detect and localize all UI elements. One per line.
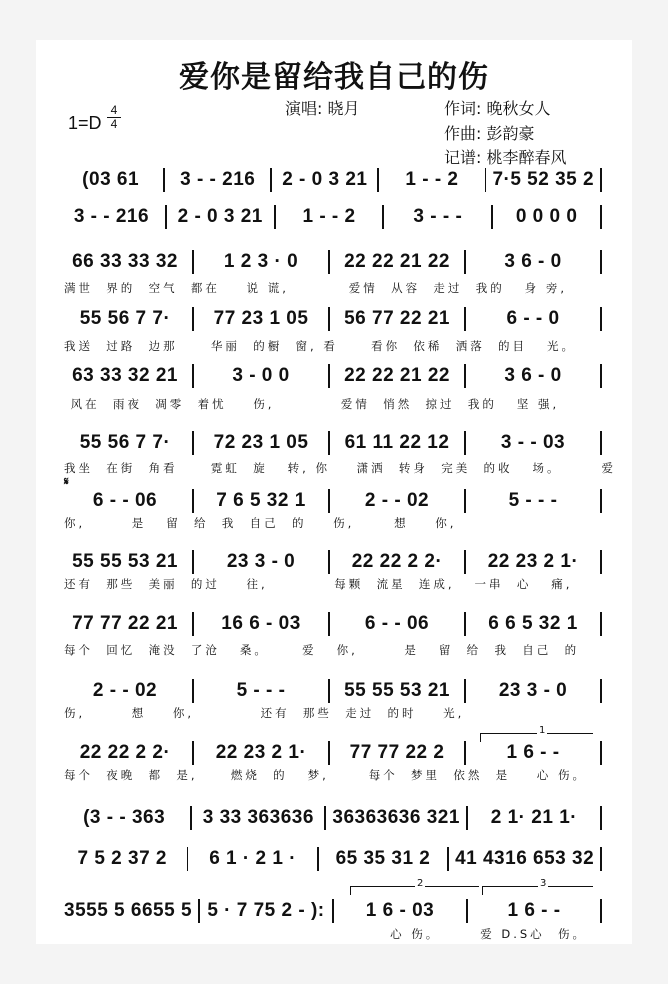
measure: 3 - - - [413,206,463,227]
measure: 23 3 - 0 [498,680,568,701]
measure: 1 - - 2 [405,169,459,190]
bar-line [600,550,602,574]
measure: 0 0 0 0 [515,206,578,227]
lyric-line: 风在 雨夜 凋零 着忧 伤, 爱情 悄然 掠过 我的 坚 强, [64,397,560,411]
bar-line [165,205,167,229]
measure: 23 3 - 0 [226,551,296,572]
bar-line [328,741,330,765]
segno-sign: 𝄋 [64,475,69,488]
notation-row [64,611,604,637]
bar-line [198,899,200,923]
lyric-line: 我送 过路 边那 华丽 的橱 窗, 看 看你 依稀 洒落 的目 光。 [64,339,577,353]
notation-row [64,488,604,514]
bar-line [163,168,165,192]
measure: 7 6 5 32 1 [216,490,306,511]
notation-row [64,306,604,332]
notation-row [64,846,604,872]
notation-row [64,249,604,275]
measure: 41 4316 653 32 [455,848,595,869]
notation-row [64,204,604,230]
measure: 77 23 1 05 [213,308,309,329]
measure: 1 6 - 03 [365,900,435,921]
measure: 16 6 - 03 [221,613,301,634]
time-signature [107,104,121,131]
bar-line [328,431,330,455]
bar-line [192,364,194,388]
bar-line [464,250,466,274]
bar-line [187,847,189,871]
volta-number: 3 [540,878,547,889]
bar-line [600,307,602,331]
bar-line [192,741,194,765]
lyric-line: 满世 界的 空气 都在 说 谎, 爱情 从容 走过 我的 身 旁, [64,281,567,295]
bar-line [466,899,468,923]
measure: 2 - 0 3 21 [282,169,368,190]
notation-row [64,898,604,924]
bar-line [464,489,466,513]
measure: 55 55 53 21 [344,680,450,701]
bar-line [464,550,466,574]
measure: 22 22 2 2· [351,551,443,572]
volta-bracket [482,878,593,895]
bar-line [600,679,602,703]
measure: 22 22 21 22 [344,251,450,272]
bar-line [324,806,326,830]
bar-line [464,431,466,455]
volta-bracket [350,878,479,895]
measure: (3 - - 363 [83,807,166,828]
measure: (03 61 [82,169,140,190]
measure: 61 11 22 12 [344,432,450,453]
measure: 6 1 · 2 1 · [209,848,297,869]
measure: 3 - 0 0 [232,365,290,386]
measure: 3 - - 216 [180,169,256,190]
bar-line [192,307,194,331]
measure: 6 - - 06 [92,490,158,511]
measure: 72 23 1 05 [213,432,309,453]
time-signature-top: 4 [110,103,118,117]
notation-row [64,430,604,456]
bar-line [332,899,334,923]
bar-line [192,489,194,513]
measure: 2 - - 02 [364,490,430,511]
bar-line [192,250,194,274]
volta-bracket [480,725,593,742]
measure: 5 - - - [236,680,286,701]
bar-line [491,205,493,229]
bar-line [192,612,194,636]
measure: 2 - 0 3 21 [177,206,263,227]
bar-line [600,250,602,274]
bar-line [464,679,466,703]
bar-line [270,168,272,192]
transcriber-credit: 记谱: 桃李醉春风 [444,148,567,167]
bar-line [328,550,330,574]
measure: 5 · 7 75 2 - ): [207,900,325,921]
bar-line [328,307,330,331]
bar-line [382,205,384,229]
bar-line [274,205,276,229]
bar-line [464,307,466,331]
measure: 3 6 - 0 [504,251,562,272]
bar-line [600,612,602,636]
key-signature: 1=D [68,113,102,133]
bar-line [600,899,602,923]
measure: 22 22 2 2· [79,742,171,763]
bar-line [600,431,602,455]
measure: 66 33 33 32 [72,251,178,272]
bar-line [377,168,379,192]
lyric-line: 你, 是 留 给 我 自己 的 伤, 想 你, [64,516,457,530]
measure: 55 55 53 21 [72,551,178,572]
measure: 63 33 32 21 [72,365,178,386]
notation-row [64,167,604,193]
bar-line [464,364,466,388]
measure: 22 22 21 22 [344,365,450,386]
measure: 1 - - 2 [302,206,356,227]
measure: 2 1· 21 1· [490,807,578,828]
measure: 22 23 2 1· [215,742,307,763]
bar-line [485,168,487,192]
volta-number: 2 [417,878,424,889]
measure: 36363636 321 [332,807,460,828]
bar-line [600,364,602,388]
measure: 65 35 31 2 [335,848,431,869]
lyric-line: 我坐 在街 角看 霓虹 旋 转, 你 潇洒 转身 完美 的收 场。 爱 [64,461,616,475]
lyric-line: 每个 夜晚 都 是, 燃烧 的 梦, 每个 梦里 依然 是 心 伤。 [64,768,587,782]
bar-line [600,847,602,871]
notation-row [64,363,604,389]
measure: 5 - - - [508,490,558,511]
bar-line [600,205,602,229]
measure: 6 - - 0 [506,308,560,329]
measure: 3555 5 6655 5 [64,900,193,921]
bar-line [192,431,194,455]
measure: 3 - - 216 [73,206,150,227]
bar-line [192,550,194,574]
volta-number: 1 [539,725,546,736]
notation-row [64,549,604,575]
bar-line [328,250,330,274]
measure: 6 6 5 32 1 [488,613,578,634]
measure: 3 - - 03 [500,432,566,453]
measure: 7 5 2 37 2 [77,848,168,869]
measure: 1 6 - - [507,900,561,921]
bar-line [328,679,330,703]
measure: 56 77 22 21 [344,308,450,329]
singer-credit: 演唱: 晓月 [285,99,360,118]
bar-line [600,168,602,192]
measure: 1 2 3 · 0 [223,251,299,272]
bar-line [328,364,330,388]
bar-line [317,847,319,871]
song-title: 爱你是留给我自己的伤 [179,60,489,95]
measure: 55 56 7 7· [79,432,171,453]
measure: 77 77 22 21 [72,613,178,634]
composer-credit: 作曲: 彭韵豪 [444,124,535,143]
bar-line [600,489,602,513]
bar-line [447,847,449,871]
bar-line [600,741,602,765]
bar-line [600,806,602,830]
bar-line [328,489,330,513]
measure: 7·5 52 35 2 [492,169,595,190]
lyricist-credit: 作词: 晚秋女人 [444,99,551,118]
time-signature-bottom: 4 [107,117,121,131]
measure: 22 23 2 1· [487,551,579,572]
bar-line [328,612,330,636]
measure: 2 - - 02 [92,680,158,701]
measure: 3 33 363636 [202,807,314,828]
bar-line [466,806,468,830]
measure: 3 6 - 0 [504,365,562,386]
bar-line [192,679,194,703]
notation-row [64,740,604,766]
measure: 1 6 - - [506,742,560,763]
measure: 6 - - 06 [364,613,430,634]
notation-row [64,805,604,831]
notation-row [64,678,604,704]
bar-line [190,806,192,830]
lyric-line: 伤, 想 你, 还有 那些 走过 的时 光, [64,706,465,720]
lyric-line: 还有 那些 美丽 的过 往, 每颗 流星 连成, 一串 心 痛, [64,577,573,591]
lyric-line: 每个 回忆 淹没 了沧 桑。 爱 你, 是 留 给 我 自己 的 [64,643,580,657]
lyric-line: 心 伤。 爱 D.S心 伤。 [64,927,587,941]
bar-line [464,741,466,765]
measure: 77 77 22 2 [349,742,445,763]
measure: 55 56 7 7· [79,308,171,329]
bar-line [464,612,466,636]
